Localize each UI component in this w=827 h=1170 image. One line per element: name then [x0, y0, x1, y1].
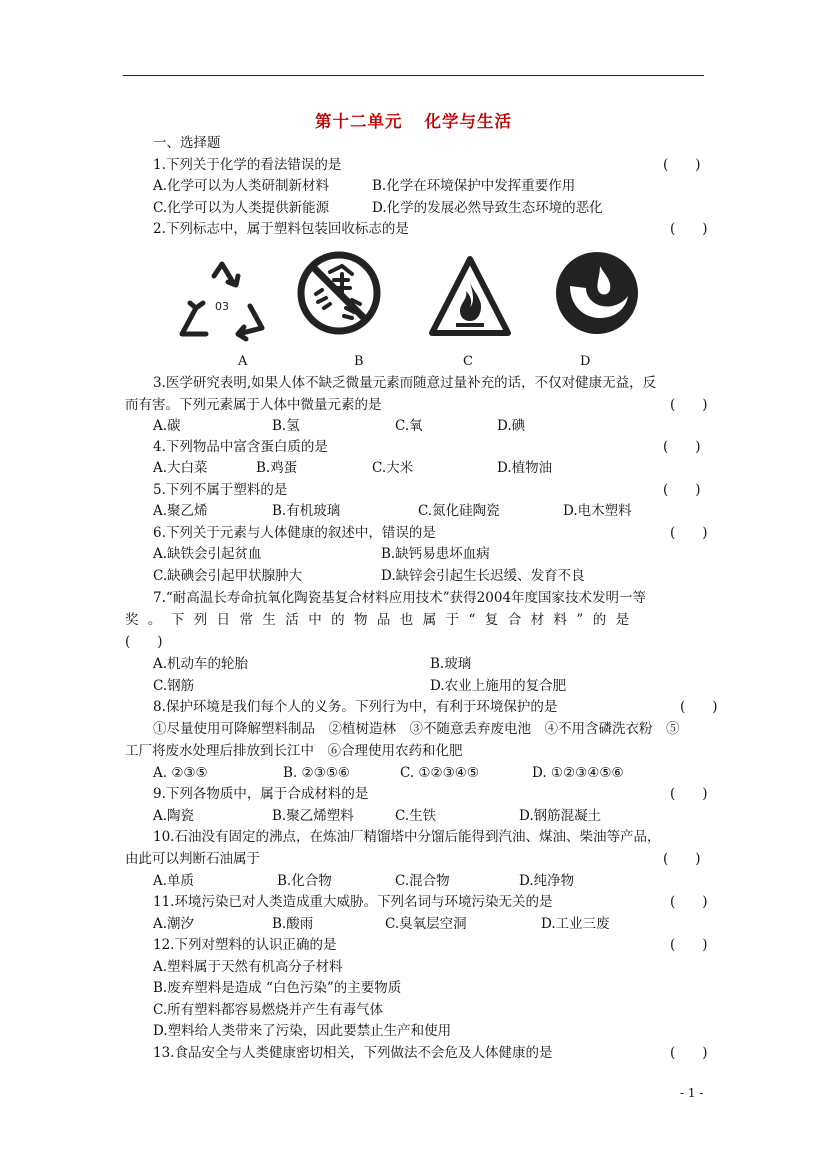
q13-stem: 13.食品安全与人类健康密切相关，下列做法不会危及人体健康的是	[153, 1045, 553, 1061]
q1-answer-blank: ( )	[663, 157, 701, 173]
q7-stem-line2: 奖。下列日常生活中的物品也属于“复合材料”的是	[125, 612, 639, 628]
q6-stem: 6.下列关于元素与人体健康的叙述中，错误的是	[153, 525, 436, 541]
q1-option-d: D.化学的发展必然导致生态环境的恶化	[372, 200, 603, 216]
q3-option-c: C.氧	[395, 418, 423, 434]
title-unit: 第十二单元	[315, 112, 403, 131]
recycle-triangle-icon	[176, 258, 268, 344]
q8-option-d: D. ①②③④⑤⑥	[532, 765, 624, 781]
q9-option-c: C.生铁	[395, 808, 437, 824]
q1-option-b: B.化学在环境保护中发挥重要作用	[372, 178, 576, 194]
page-number: - 1 -	[680, 1086, 704, 1100]
q9-option-b: B.聚乙烯塑料	[272, 808, 354, 824]
q3-stem-line1: 3.医学研究表明,如果人体不缺乏微量元素而随意过量补充的话，不仅对健康无益，反	[153, 375, 657, 391]
q8-items-line2: 工厂将废水处理后排放到长江中 ⑥合理使用农药和化肥	[125, 743, 463, 759]
q2-label-a: A	[238, 354, 248, 369]
title-topic: 化学与生活	[424, 112, 512, 131]
q3-option-a: A.碳	[153, 418, 181, 434]
q7-option-a: A.机动车的轮胎	[153, 656, 249, 672]
q13-answer-blank: ( )	[670, 1045, 708, 1061]
q6-option-b: B.缺钙易患坏血病	[381, 546, 490, 562]
q5-option-c: C.氮化硅陶瓷	[418, 503, 500, 519]
q8-option-c: C. ①②③④⑤	[400, 765, 479, 781]
q12-option-a: A.塑料属于天然有机高分子材料	[153, 959, 343, 975]
q8-items-line1: ①尽量使用可降解塑料制品 ②植树造林 ③不随意丢弃废电池 ④不用含磷洗衣粉 ⑤	[153, 721, 680, 737]
q10-answer-blank: ( )	[663, 851, 701, 867]
recycle-code: 03	[215, 300, 229, 313]
q1-option-c: C.化学可以为人类提供新能源	[153, 200, 330, 216]
q3-option-b: B.氢	[272, 418, 300, 434]
q9-option-a: A.陶瓷	[153, 808, 195, 824]
q2-label-d: D	[580, 354, 591, 369]
flammable-warning-icon	[428, 253, 512, 339]
prohibition-sign-icon	[296, 250, 382, 336]
q4-option-d: D.植物油	[497, 460, 553, 476]
q12-answer-blank: ( )	[670, 937, 708, 953]
q6-answer-blank: ( )	[670, 525, 708, 541]
q9-answer-blank: ( )	[670, 786, 708, 802]
q10-option-b: B.化合物	[277, 873, 332, 889]
q12-option-d: D.塑料给人类带来了污染，因此要禁止生产和使用	[153, 1023, 452, 1039]
q7-stem-line1: 7.“耐高温长寿命抗氧化陶瓷基复合材料应用技术”获得2004年度国家技术发明一等	[153, 590, 647, 606]
q9-stem: 9.下列各物质中，属于合成材料的是	[153, 786, 369, 802]
q7-answer-blank: ( )	[125, 634, 163, 650]
dark-circle-emblem-icon	[554, 250, 640, 336]
q11-stem: 11.环境污染已对人类造成重大威胁。下列名词与环境污染无关的是	[153, 894, 553, 910]
q10-option-c: C.混合物	[395, 873, 450, 889]
q5-option-d: D.电木塑料	[563, 503, 632, 519]
q7-option-d: D.农业上施用的复合肥	[430, 678, 567, 694]
q10-option-d: D.纯净物	[519, 873, 575, 889]
q10-stem-line1: 10.石油没有固定的沸点，在炼油厂精馏塔中分馏后能得到汽油、煤油、柴油等产品，	[153, 829, 661, 845]
q3-option-d: D.碘	[497, 418, 526, 434]
q2-label-c: C	[463, 354, 473, 369]
q12-option-c: C.所有塑料都容易燃烧并产生有毒气体	[153, 1002, 384, 1018]
q4-stem: 4.下列物品中富含蛋白质的是	[153, 439, 328, 455]
q7-option-c: C.钢筋	[153, 678, 195, 694]
q11-option-a: A.潮汐	[153, 916, 195, 932]
q12-option-b: B.废弃塑料是造成 “白色污染”的主要物质	[153, 980, 402, 996]
q11-option-b: B.酸雨	[272, 916, 314, 932]
q10-stem-line2: 由此可以判断石油属于	[125, 851, 260, 867]
q2-stem: 2.下列标志中，属于塑料包装回收标志的是	[153, 221, 409, 237]
q4-answer-blank: ( )	[663, 439, 701, 455]
header-rule	[123, 75, 704, 76]
q1-stem: 1.下列关于化学的看法错误的是	[153, 157, 342, 173]
q11-option-d: D.工业三废	[541, 916, 610, 932]
q5-option-b: B.有机玻璃	[272, 503, 341, 519]
q5-answer-blank: ( )	[663, 482, 701, 498]
q2-answer-blank: ( )	[670, 221, 708, 237]
q8-option-a: A. ②③⑤	[153, 765, 208, 781]
q6-option-c: C.缺碘会引起甲状腺肿大	[153, 568, 303, 584]
q10-option-a: A.单质	[153, 873, 195, 889]
q4-option-b: B.鸡蛋	[256, 460, 298, 476]
q8-answer-blank: ( )	[680, 699, 718, 715]
q8-option-b: B. ②③⑤⑥	[283, 765, 350, 781]
q3-stem-line2: 而有害。下列元素属于人体中微量元素的是	[125, 397, 382, 413]
section-heading: 一、选择题	[153, 135, 221, 151]
q12-stem: 12.下列对塑料的认识正确的是	[153, 937, 337, 953]
q8-stem: 8.保护环境是我们每个人的义务。下列行为中，有利于环境保护的是	[153, 699, 558, 715]
q6-option-a: A.缺铁会引起贫血	[153, 546, 262, 562]
q2-label-b: B	[354, 354, 364, 369]
page-title	[0, 108, 827, 132]
q1-option-a: A.化学可以为人类研制新材料	[153, 178, 330, 194]
q3-answer-blank: ( )	[670, 397, 708, 413]
q9-option-d: D.钢筋混凝土	[519, 808, 602, 824]
q5-stem: 5.下列不属于塑料的是	[153, 482, 288, 498]
q6-option-d: D.缺锌会引起生长迟缓、发育不良	[381, 568, 585, 584]
q11-answer-blank: ( )	[670, 894, 708, 910]
q7-option-b: B.玻璃	[430, 656, 472, 672]
q11-option-c: C.臭氧层空洞	[385, 916, 467, 932]
q5-option-a: A.聚乙烯	[153, 503, 208, 519]
q4-option-c: C.大米	[372, 460, 414, 476]
q4-option-a: A.大白菜	[153, 460, 208, 476]
